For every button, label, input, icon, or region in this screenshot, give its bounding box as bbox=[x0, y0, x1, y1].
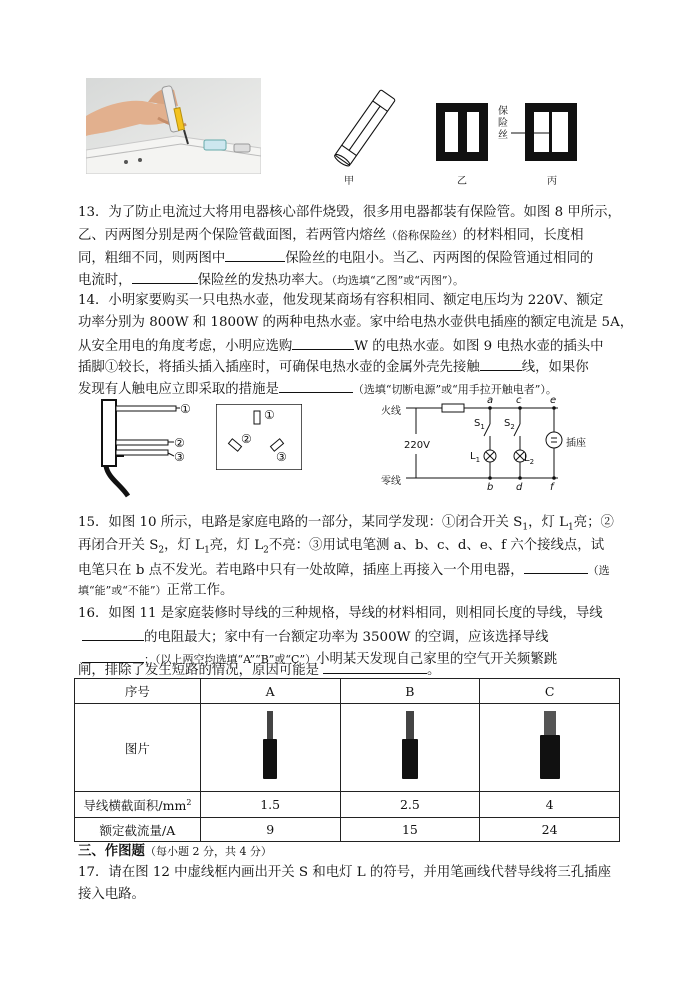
table-cell: 9 bbox=[200, 818, 340, 842]
table-header-cell: C bbox=[480, 679, 620, 704]
live-wire-label: 火线 bbox=[381, 406, 401, 417]
voltage-label: 220V bbox=[404, 440, 430, 451]
lamp-l2-label: $L_2$ bbox=[524, 453, 535, 466]
answer-blank[interactable] bbox=[323, 660, 427, 674]
q15-line1: 15．如图 10 所示，电路是家庭电路的一部分，某同学发现：①闭合开关 $S_1$，灯 $L_1$亮；② bbox=[78, 515, 614, 533]
q15-line3: 电笔只在 b 点不发光。若电路中只有一处故障，插座上再接入一个用电器， （选 bbox=[78, 560, 610, 580]
socket-hole-3-label: ③ bbox=[276, 450, 287, 464]
figure-label-bing: 丙 bbox=[547, 176, 557, 187]
plug-pin-1-label: ① bbox=[180, 402, 191, 416]
neutral-wire-label: 零线 bbox=[381, 476, 401, 487]
test-pen-photo bbox=[86, 78, 261, 174]
q16-line3: ；（以上两空均选填“A”“B”或“C”）小明某天发现自己家里的空气开关频繁跳 bbox=[78, 649, 557, 669]
socket-label: 插座 bbox=[566, 438, 586, 449]
figure-label-jia: 甲 bbox=[344, 176, 354, 187]
table-header-row bbox=[75, 679, 620, 704]
fuse-cross-section-bing bbox=[497, 103, 577, 161]
q16-line4: 闸，排除了发生短路的情况，原因可能是 。 bbox=[78, 660, 440, 680]
q13-line2: 乙、丙两图分别是两个保险管截面图，若两管内熔丝（俗称保险丝）的材料相同，长度相 bbox=[78, 228, 584, 243]
answer-blank[interactable] bbox=[292, 336, 354, 350]
table-cell: 2.5 bbox=[340, 792, 480, 818]
node-b-label: b bbox=[487, 482, 494, 493]
table-header-cell: 序号 bbox=[75, 679, 201, 704]
table-cell: 24 bbox=[480, 818, 620, 842]
answer-blank[interactable] bbox=[82, 627, 144, 641]
q14-line2: 功率分别为 800W 和 1800W 的两种电热水壶。家中给电热水壶供电插座的额定电流是 5A， bbox=[78, 315, 634, 330]
q13-line1: 13．为了防止电流过大将用电器核心部件烧毁，很多用电器都装有保险管。如图 8 甲所示， bbox=[78, 205, 621, 220]
q14-line1: 14．小明家要购买一只电热水壶，他发现某商场有容积相同、额定电压均为 220V、额定 bbox=[78, 293, 604, 308]
node-d-label: d bbox=[516, 482, 523, 493]
fuse-wire-label: 保险丝 bbox=[498, 106, 508, 141]
wire-image-b bbox=[340, 704, 480, 792]
section-heading: 三、作图题（每小题 2 分，共 4 分） bbox=[78, 843, 272, 859]
q15-line2: 再闭合开关 $S_2$，灯 $L_1$亮，灯 $L_2$不亮：③用试电笔测 a、b、c、d、e、f 六个接线点，试 bbox=[78, 538, 605, 556]
answer-blank[interactable] bbox=[225, 248, 285, 262]
q13-line3: 同，粗细不同，则两图中 保险丝的电阻小。当乙、丙两图的保险管通过相同的 bbox=[78, 248, 593, 268]
wire-image-c bbox=[480, 704, 620, 792]
table-row bbox=[75, 792, 620, 818]
answer-blank[interactable] bbox=[524, 560, 588, 574]
fuse-tube-drawing bbox=[330, 86, 402, 170]
plug-pin-2-label: ② bbox=[174, 436, 185, 450]
wire-image-a bbox=[200, 704, 340, 792]
plug-pin-3-label: ③ bbox=[174, 450, 185, 464]
wire-spec-table bbox=[74, 678, 620, 842]
lamp-l1-label: $L_1$ bbox=[470, 451, 481, 464]
q14-line3: 从安全用电的角度考虑，小明应选购 W 的电热水壶。如图 9 电热水壶的插头中 bbox=[78, 336, 604, 356]
answer-blank[interactable] bbox=[279, 379, 353, 393]
q16-line2: 的电阻最大；家中有一台额定功率为 3500W 的空调，应该选择导线 bbox=[78, 627, 549, 647]
node-c-label: c bbox=[516, 395, 522, 406]
socket-hole-2-label: ② bbox=[241, 432, 252, 446]
table-row bbox=[75, 818, 620, 842]
fuse-cross-section-yi bbox=[436, 103, 488, 161]
area-row-label: 导线横截面积$/mm^2$ bbox=[75, 792, 201, 818]
q17-line1: 17．请在图 12 中虚线框内画出开关 S 和电灯 L 的符号，并用笔画线代替导线将三孔插座 bbox=[78, 865, 611, 880]
node-f-label: f bbox=[550, 482, 554, 493]
socket-hole-1-label: ① bbox=[264, 408, 275, 422]
node-e-label: e bbox=[550, 395, 557, 406]
q14-line4: 插脚①较长，将插头插入插座时，可确保电热水壶的金属外壳先接触 线，如果你 bbox=[78, 357, 589, 377]
table-cell: 15 bbox=[340, 818, 480, 842]
three-hole-socket-figure bbox=[216, 404, 302, 470]
answer-blank[interactable] bbox=[480, 357, 522, 371]
picture-row-label: 图片 bbox=[75, 704, 201, 792]
answer-blank[interactable] bbox=[132, 270, 198, 284]
figure-label-yi: 乙 bbox=[457, 176, 467, 187]
current-row-label: 额定截流量/A bbox=[75, 818, 201, 842]
q16-line1: 16．如图 11 是家庭装修时导线的三种规格，导线的材料相同，则相同长度的导线，导线 bbox=[78, 606, 603, 621]
q13-line4: 电流时， 保险丝的发热功率大。（均选填“乙图”或“丙图”）。 bbox=[78, 270, 464, 290]
q15-line4: 填“能”或“不能”）正常工作。 bbox=[78, 583, 234, 598]
q17-line2: 接入电路。 bbox=[78, 887, 145, 902]
table-row bbox=[75, 704, 620, 792]
table-header-cell: A bbox=[200, 679, 340, 704]
table-header-cell: B bbox=[340, 679, 480, 704]
node-a-label: a bbox=[487, 395, 494, 406]
q14-line5: 发现有人触电应立即采取的措施是 （选填“切断电源”或“用手拉开触电者”）。 bbox=[78, 379, 557, 399]
switch-s2-label: $S_2$ bbox=[504, 418, 515, 431]
table-cell: 4 bbox=[480, 792, 620, 818]
table-cell: 1.5 bbox=[200, 792, 340, 818]
switch-s1-label: $S_1$ bbox=[474, 418, 485, 431]
